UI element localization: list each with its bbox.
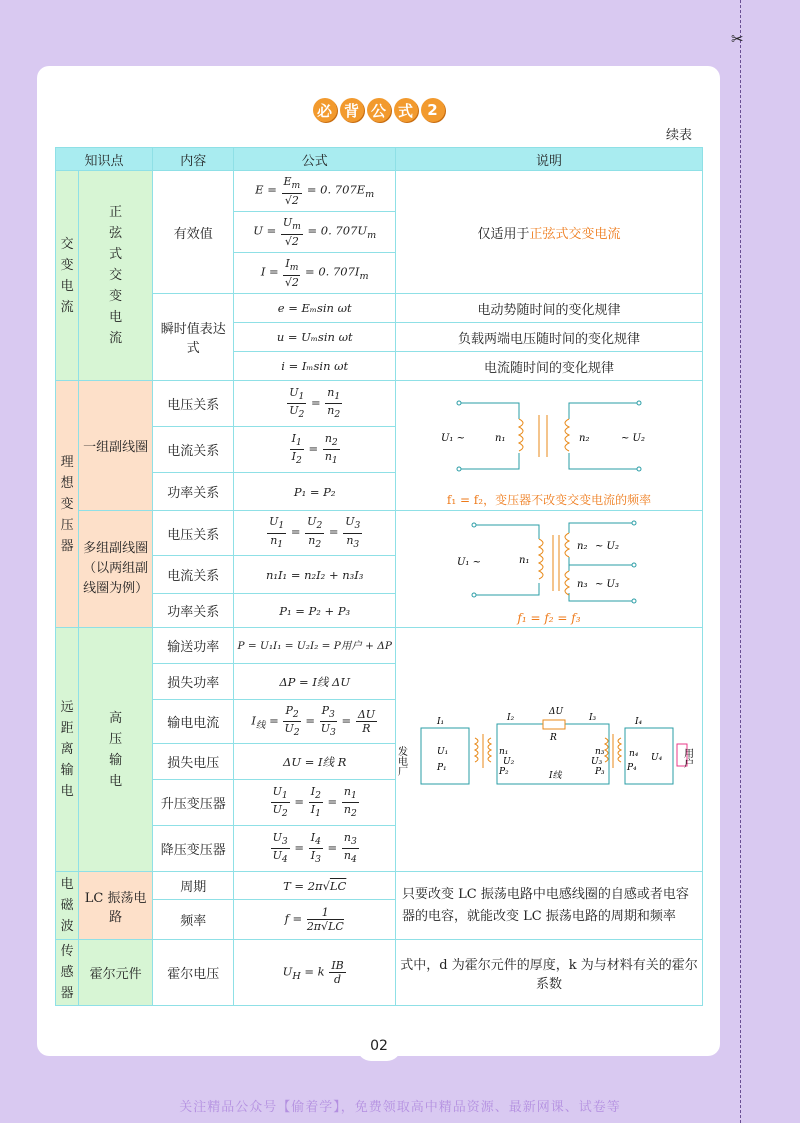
page-card [37, 66, 720, 1056]
svg-text:n₃: n₃ [576, 579, 588, 590]
formula-transmit-power: P = U₁I₁ = U₂I₂ = P用户 + ΔP [234, 628, 396, 664]
svg-text:~ U₂: ~ U₂ [594, 541, 619, 552]
formula-step-up: $\frac{U_1}{U_2}$ = $\frac{I_2}{I_1}$ = $\frac{n_1}{n_2}$ [234, 780, 396, 826]
label-current-multi: 电流关系 [153, 556, 234, 594]
label-period: 周期 [153, 872, 234, 900]
title-char: 必 [313, 98, 337, 122]
label-loss-power: 损失功率 [153, 664, 234, 700]
svg-text:R: R [549, 732, 557, 743]
header-formula: 公式 [234, 148, 396, 171]
svg-text:用户: 用户 [681, 747, 693, 768]
sub-single-coil: 一组副线圈 [79, 381, 153, 511]
formula-multi-voltage: $\frac{U_1}{n_1}$ = $\frac{U_2}{n_2}$ = $\frac{U_3}{n_3}$ [234, 511, 396, 556]
note-u-inst: 负载两端电压随时间的变化规律 [395, 323, 702, 352]
formula-i-inst: i = Iₘsin ωt [234, 352, 396, 381]
svg-text:U₄: U₄ [650, 752, 663, 763]
svg-text:P₄: P₄ [626, 762, 637, 773]
formula-u-inst: u = Uₘsin ωt [234, 323, 396, 352]
svg-text:n₃: n₃ [594, 746, 605, 757]
sub-high-voltage: 高压输电 [79, 628, 153, 872]
formula-i-eff: I = $\frac{I_m}{√2}$ = 0. $707I_m$ [234, 253, 396, 294]
scissors-icon: ✂ [731, 30, 744, 48]
svg-text:~ U₃: ~ U₃ [594, 579, 619, 590]
label-frequency: 频率 [153, 900, 234, 940]
svg-text:I₁: I₁ [436, 716, 445, 727]
group-transformer: 理想变压器 [56, 381, 79, 628]
formula-frequency: f = $\frac{1}{2\pi√LC}$ [234, 900, 396, 940]
label-instant: 瞬时值表达式 [153, 294, 234, 381]
formula-multi-power: P₁ = P₂ + P₃ [234, 594, 396, 628]
formula-table [55, 147, 703, 1006]
footer-promo: 关注精品公众号【偷着学】，免费领取高中精品资源、最新网课、试卷等 [179, 1100, 621, 1115]
formula-e-eff: E = $\frac{E_m}{√2}$ = 0. $707E_m$ [234, 171, 396, 212]
group-em-wave: 电磁波 [56, 872, 79, 940]
note-lc: 只要改变 LC 振荡电路中电感线圈的自感或者电容器的电容，就能改变 LC 振荡电路的周期和频率 [395, 872, 702, 940]
sub-sine-ac: 正弦式交变电流 [79, 171, 153, 381]
cut-line [740, 0, 741, 1123]
svg-text:U₃: U₃ [590, 756, 603, 767]
header-row [56, 148, 703, 171]
single-transformer-diagram [395, 381, 702, 511]
title-number: 2 [421, 98, 445, 122]
label-power-multi: 功率关系 [153, 594, 234, 628]
note-single-frequency: f₁ = f₂，变压器不改变交变电流的频率 [446, 493, 652, 507]
header-content: 内容 [153, 148, 234, 171]
formula-period: T = 2π√LC [234, 872, 396, 900]
formula-u-eff: U = $\frac{U_m}{√2}$ = 0. $707U_m$ [234, 212, 396, 253]
transmission-diagram [395, 628, 702, 872]
formula-hall-voltage: $U_H = k$ $\frac{IB}{d}$ [234, 940, 396, 1006]
label-current: 电流关系 [153, 427, 234, 473]
label-step-down: 降压变压器 [153, 826, 234, 872]
multi-transformer-diagram [395, 511, 702, 628]
formula-single-current: $\frac{I_1}{I_2}$ = $\frac{n_2}{n_1}$ [234, 427, 396, 473]
svg-text:n₁: n₁ [498, 746, 509, 757]
formula-single-voltage: $\frac{U_1}{U_2}$ = $\frac{n_1}{n_2}$ [234, 381, 396, 427]
svg-text:~ U₂: ~ U₂ [620, 433, 645, 444]
svg-text:I₃: I₃ [588, 712, 597, 723]
page-number: 02 [357, 1031, 401, 1061]
svg-text:P₁: P₁ [436, 762, 447, 773]
title-char: 背 [340, 98, 364, 122]
svg-text:U₁: U₁ [436, 746, 449, 757]
note-hall: 式中，d 为霍尔元件的厚度，k 为与材料有关的霍尔系数 [395, 940, 702, 1006]
label-transmit-current: 输电电流 [153, 700, 234, 744]
svg-text:I线: I线 [548, 770, 562, 781]
note-effective: 仅适用于正弦式交变电流 [395, 171, 702, 294]
formula-e-inst: e = Eₘsin ωt [234, 294, 396, 323]
continued-label: 续表 [665, 128, 692, 143]
svg-text:P₂: P₂ [498, 766, 509, 777]
label-loss-voltage: 损失电压 [153, 744, 234, 780]
svg-text:n₄: n₄ [628, 748, 639, 759]
svg-text:n₁: n₁ [518, 555, 530, 566]
header-explain: 说明 [395, 148, 702, 171]
sub-hall-element: 霍尔元件 [79, 940, 153, 1006]
svg-text:n₁: n₁ [494, 433, 506, 444]
sub-lc-circuit: LC 振荡电路 [79, 872, 153, 940]
note-i-inst: 电流随时间的变化规律 [395, 352, 702, 381]
multi-transformer-svg [399, 513, 699, 613]
formula-multi-current: n₁I₁ = n₂I₂ + n₃I₃ [234, 556, 396, 594]
svg-text:U₂: U₂ [502, 756, 515, 767]
svg-text:n₂: n₂ [578, 433, 590, 444]
svg-text:I₂: I₂ [506, 712, 515, 723]
note-e-inst: 电动势随时间的变化规律 [395, 294, 702, 323]
formula-loss-power: ΔP = I线 ΔU [234, 664, 396, 700]
title-char: 公 [367, 98, 391, 122]
label-hall-voltage: 霍尔电压 [153, 940, 234, 1006]
label-voltage-multi: 电压关系 [153, 511, 234, 556]
formula-step-down: $\frac{U_3}{U_4}$ = $\frac{I_4}{I_3}$ = $\frac{n_3}{n_4}$ [234, 826, 396, 872]
svg-text:n₂: n₂ [576, 541, 588, 552]
svg-text:发电厂: 发电厂 [395, 745, 407, 776]
label-step-up: 升压变压器 [153, 780, 234, 826]
svg-text:U₁ ~: U₁ ~ [440, 433, 465, 444]
svg-text:P₃: P₃ [594, 766, 605, 777]
svg-text:I₄: I₄ [634, 716, 643, 727]
page-title [37, 98, 720, 122]
label-effective: 有效值 [153, 171, 234, 294]
label-transmit-power: 输送功率 [153, 628, 234, 664]
group-sensor: 传感器 [56, 940, 79, 1006]
note-multi-frequency: f₁ = f₂ = f₃ [517, 611, 581, 625]
group-ac: 交变电流 [56, 171, 79, 381]
transmission-svg [395, 698, 699, 798]
formula-transmit-current: $I_线$ = $\frac{P_2}{U_2}$ = $\frac{P_3}{U_3}$ = $\frac{\Delta U}{R}$ [234, 700, 396, 744]
formula-loss-voltage: ΔU = I线 R [234, 744, 396, 780]
single-transformer-svg [399, 383, 699, 503]
label-voltage: 电压关系 [153, 381, 234, 427]
header-knowledge: 知识点 [56, 148, 153, 171]
label-power: 功率关系 [153, 473, 234, 511]
svg-text:ΔU: ΔU [548, 706, 564, 717]
sub-multi-coil: 多组副线圈（以两组副线圈为例） [79, 511, 153, 628]
formula-single-power: P₁ = P₂ [234, 473, 396, 511]
svg-text:U₁ ~: U₁ ~ [456, 557, 481, 568]
title-char: 式 [394, 98, 418, 122]
group-transmission: 远距离输电 [56, 628, 79, 872]
